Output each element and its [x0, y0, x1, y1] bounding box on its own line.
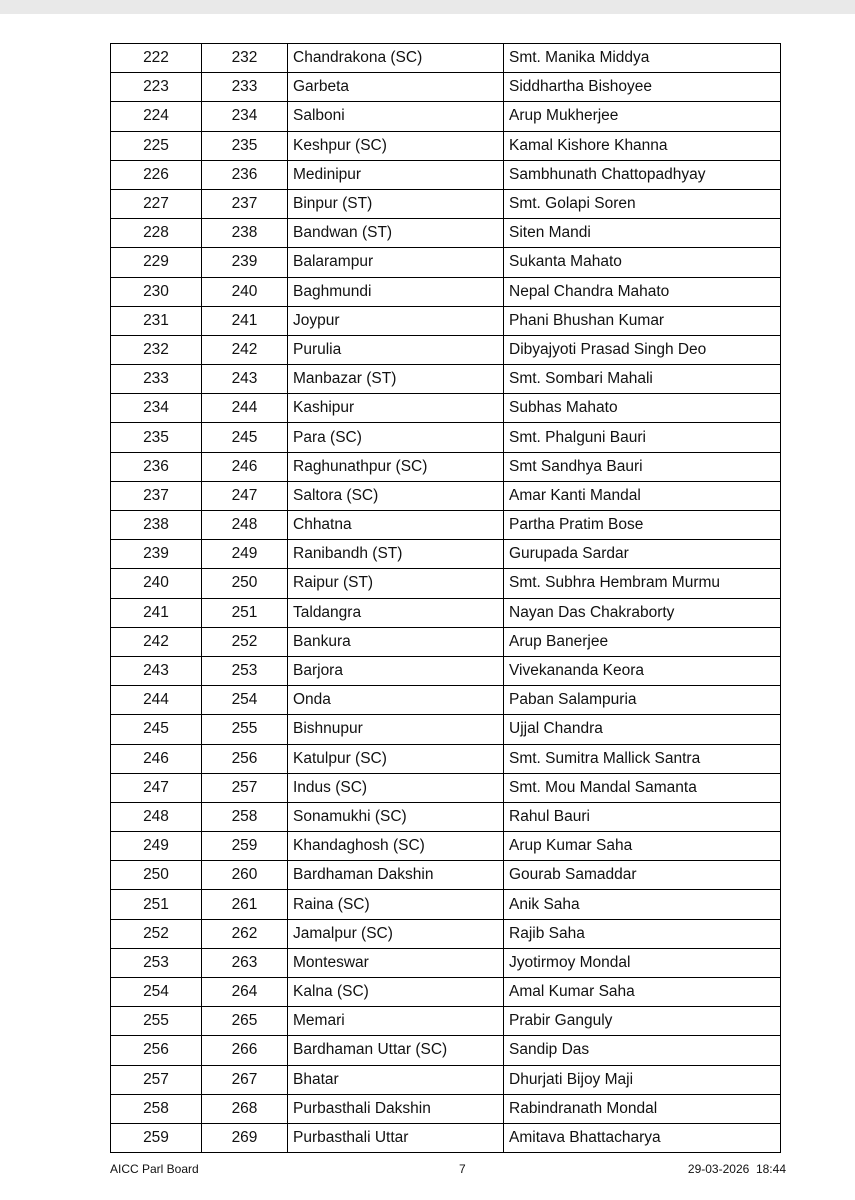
table-row [111, 394, 781, 423]
candidate-name-cell: Nepal Chandra Mahato [504, 277, 781, 306]
constituency-number-cell: 266 [202, 1036, 288, 1065]
constituency-number-cell: 263 [202, 948, 288, 977]
constituency-name-cell: Kalna (SC) [288, 978, 504, 1007]
serial-number-cell: 251 [111, 890, 202, 919]
candidate-name-cell: Partha Pratim Bose [504, 511, 781, 540]
constituency-number-cell: 243 [202, 365, 288, 394]
candidate-name-cell: Amal Kumar Saha [504, 978, 781, 1007]
table-row [111, 248, 781, 277]
candidate-table [110, 43, 781, 1153]
constituency-name-cell: Indus (SC) [288, 773, 504, 802]
table-row [111, 832, 781, 861]
constituency-name-cell: Raina (SC) [288, 890, 504, 919]
serial-number-cell: 250 [111, 861, 202, 890]
table-row [111, 511, 781, 540]
table-row [111, 160, 781, 189]
constituency-name-cell: Barjora [288, 656, 504, 685]
candidate-name-cell: Smt. Sombari Mahali [504, 365, 781, 394]
constituency-number-cell: 242 [202, 335, 288, 364]
constituency-number-cell: 267 [202, 1065, 288, 1094]
constituency-name-cell: Joypur [288, 306, 504, 335]
constituency-name-cell: Purulia [288, 335, 504, 364]
constituency-name-cell: Para (SC) [288, 423, 504, 452]
table-row [111, 861, 781, 890]
constituency-name-cell: Medinipur [288, 160, 504, 189]
serial-number-cell: 259 [111, 1123, 202, 1152]
table-row [111, 1036, 781, 1065]
table-row [111, 802, 781, 831]
table-row [111, 73, 781, 102]
constituency-number-cell: 232 [202, 44, 288, 73]
serial-number-cell: 224 [111, 102, 202, 131]
constituency-number-cell: 250 [202, 569, 288, 598]
candidate-name-cell: Kamal Kishore Khanna [504, 131, 781, 160]
table-row [111, 773, 781, 802]
constituency-name-cell: Chhatna [288, 511, 504, 540]
table-row [111, 686, 781, 715]
table-row [111, 1094, 781, 1123]
candidate-name-cell: Nayan Das Chakraborty [504, 598, 781, 627]
table-row [111, 598, 781, 627]
constituency-name-cell: Balarampur [288, 248, 504, 277]
constituency-number-cell: 238 [202, 219, 288, 248]
constituency-number-cell: 256 [202, 744, 288, 773]
candidate-name-cell: Smt. Mou Mandal Samanta [504, 773, 781, 802]
constituency-number-cell: 268 [202, 1094, 288, 1123]
candidate-name-cell: Smt. Manika Middya [504, 44, 781, 73]
constituency-number-cell: 237 [202, 189, 288, 218]
candidate-name-cell: Smt. Sumitra Mallick Santra [504, 744, 781, 773]
constituency-name-cell: Taldangra [288, 598, 504, 627]
table-row [111, 1065, 781, 1094]
constituency-name-cell: Ranibandh (ST) [288, 540, 504, 569]
constituency-name-cell: Bankura [288, 627, 504, 656]
constituency-number-cell: 258 [202, 802, 288, 831]
constituency-number-cell: 246 [202, 452, 288, 481]
candidate-name-cell: Anik Saha [504, 890, 781, 919]
serial-number-cell: 233 [111, 365, 202, 394]
serial-number-cell: 249 [111, 832, 202, 861]
candidate-name-cell: Sambhunath Chattopadhyay [504, 160, 781, 189]
serial-number-cell: 245 [111, 715, 202, 744]
serial-number-cell: 231 [111, 306, 202, 335]
serial-number-cell: 225 [111, 131, 202, 160]
serial-number-cell: 235 [111, 423, 202, 452]
page-footer [110, 1162, 786, 1180]
table-row [111, 44, 781, 73]
serial-number-cell: 230 [111, 277, 202, 306]
constituency-name-cell: Saltora (SC) [288, 481, 504, 510]
constituency-name-cell: Jamalpur (SC) [288, 919, 504, 948]
serial-number-cell: 229 [111, 248, 202, 277]
constituency-name-cell: Khandaghosh (SC) [288, 832, 504, 861]
candidate-table-body [111, 44, 781, 1153]
candidate-name-cell: Siddhartha Bishoyee [504, 73, 781, 102]
candidate-name-cell: Gourab Samaddar [504, 861, 781, 890]
candidate-name-cell: Amar Kanti Mandal [504, 481, 781, 510]
table-row [111, 365, 781, 394]
table-row [111, 744, 781, 773]
table-row [111, 627, 781, 656]
constituency-number-cell: 259 [202, 832, 288, 861]
candidate-name-cell: Rahul Bauri [504, 802, 781, 831]
candidate-name-cell: Phani Bhushan Kumar [504, 306, 781, 335]
constituency-name-cell: Binpur (ST) [288, 189, 504, 218]
serial-number-cell: 239 [111, 540, 202, 569]
footer-page-number: 7 [459, 1162, 466, 1176]
constituency-name-cell: Raghunathpur (SC) [288, 452, 504, 481]
constituency-name-cell: Salboni [288, 102, 504, 131]
constituency-name-cell: Sonamukhi (SC) [288, 802, 504, 831]
constituency-number-cell: 252 [202, 627, 288, 656]
table-row [111, 219, 781, 248]
footer-organization: AICC Parl Board [110, 1162, 199, 1176]
serial-number-cell: 257 [111, 1065, 202, 1094]
constituency-name-cell: Garbeta [288, 73, 504, 102]
candidate-name-cell: Sandip Das [504, 1036, 781, 1065]
constituency-number-cell: 255 [202, 715, 288, 744]
serial-number-cell: 226 [111, 160, 202, 189]
serial-number-cell: 244 [111, 686, 202, 715]
constituency-number-cell: 254 [202, 686, 288, 715]
candidate-name-cell: Subhas Mahato [504, 394, 781, 423]
constituency-number-cell: 239 [202, 248, 288, 277]
serial-number-cell: 253 [111, 948, 202, 977]
constituency-name-cell: Baghmundi [288, 277, 504, 306]
table-row [111, 1123, 781, 1152]
constituency-name-cell: Raipur (ST) [288, 569, 504, 598]
constituency-name-cell: Kashipur [288, 394, 504, 423]
footer-datetime: 29-03-2026 18:44 [687, 1162, 786, 1176]
table-row [111, 656, 781, 685]
constituency-number-cell: 249 [202, 540, 288, 569]
serial-number-cell: 238 [111, 511, 202, 540]
document-page [110, 43, 781, 1153]
constituency-number-cell: 265 [202, 1007, 288, 1036]
serial-number-cell: 236 [111, 452, 202, 481]
candidate-name-cell: Paban Salampuria [504, 686, 781, 715]
constituency-number-cell: 264 [202, 978, 288, 1007]
serial-number-cell: 248 [111, 802, 202, 831]
serial-number-cell: 232 [111, 335, 202, 364]
serial-number-cell: 243 [111, 656, 202, 685]
table-row [111, 131, 781, 160]
candidate-name-cell: Smt. Golapi Soren [504, 189, 781, 218]
candidate-name-cell: Amitava Bhattacharya [504, 1123, 781, 1152]
constituency-number-cell: 247 [202, 481, 288, 510]
constituency-number-cell: 235 [202, 131, 288, 160]
constituency-number-cell: 260 [202, 861, 288, 890]
constituency-name-cell: Chandrakona (SC) [288, 44, 504, 73]
candidate-name-cell: Rabindranath Mondal [504, 1094, 781, 1123]
candidate-name-cell: Siten Mandi [504, 219, 781, 248]
serial-number-cell: 222 [111, 44, 202, 73]
table-row [111, 102, 781, 131]
constituency-name-cell: Bandwan (ST) [288, 219, 504, 248]
constituency-number-cell: 245 [202, 423, 288, 452]
serial-number-cell: 254 [111, 978, 202, 1007]
serial-number-cell: 228 [111, 219, 202, 248]
constituency-name-cell: Manbazar (ST) [288, 365, 504, 394]
constituency-name-cell: Keshpur (SC) [288, 131, 504, 160]
candidate-name-cell: Vivekananda Keora [504, 656, 781, 685]
serial-number-cell: 242 [111, 627, 202, 656]
candidate-name-cell: Arup Mukherjee [504, 102, 781, 131]
candidate-name-cell: Sukanta Mahato [504, 248, 781, 277]
constituency-number-cell: 253 [202, 656, 288, 685]
serial-number-cell: 237 [111, 481, 202, 510]
serial-number-cell: 223 [111, 73, 202, 102]
candidate-name-cell: Dhurjati Bijoy Maji [504, 1065, 781, 1094]
constituency-name-cell: Purbasthali Dakshin [288, 1094, 504, 1123]
candidate-name-cell: Dibyajyoti Prasad Singh Deo [504, 335, 781, 364]
table-row [111, 569, 781, 598]
constituency-name-cell: Bardhaman Dakshin [288, 861, 504, 890]
serial-number-cell: 234 [111, 394, 202, 423]
candidate-name-cell: Gurupada Sardar [504, 540, 781, 569]
serial-number-cell: 258 [111, 1094, 202, 1123]
constituency-name-cell: Onda [288, 686, 504, 715]
table-row [111, 540, 781, 569]
table-row [111, 948, 781, 977]
candidate-name-cell: Smt. Subhra Hembram Murmu [504, 569, 781, 598]
constituency-number-cell: 240 [202, 277, 288, 306]
candidate-name-cell: Smt Sandhya Bauri [504, 452, 781, 481]
constituency-number-cell: 234 [202, 102, 288, 131]
table-row [111, 277, 781, 306]
serial-number-cell: 255 [111, 1007, 202, 1036]
serial-number-cell: 247 [111, 773, 202, 802]
constituency-name-cell: Bishnupur [288, 715, 504, 744]
serial-number-cell: 246 [111, 744, 202, 773]
serial-number-cell: 252 [111, 919, 202, 948]
constituency-number-cell: 236 [202, 160, 288, 189]
candidate-name-cell: Smt. Phalguni Bauri [504, 423, 781, 452]
constituency-number-cell: 269 [202, 1123, 288, 1152]
table-row [111, 978, 781, 1007]
table-row [111, 306, 781, 335]
table-row [111, 423, 781, 452]
table-row [111, 481, 781, 510]
table-row [111, 919, 781, 948]
constituency-number-cell: 248 [202, 511, 288, 540]
serial-number-cell: 241 [111, 598, 202, 627]
candidate-name-cell: Ujjal Chandra [504, 715, 781, 744]
candidate-name-cell: Arup Banerjee [504, 627, 781, 656]
constituency-name-cell: Katulpur (SC) [288, 744, 504, 773]
candidate-name-cell: Arup Kumar Saha [504, 832, 781, 861]
constituency-name-cell: Monteswar [288, 948, 504, 977]
constituency-number-cell: 257 [202, 773, 288, 802]
serial-number-cell: 256 [111, 1036, 202, 1065]
constituency-name-cell: Bhatar [288, 1065, 504, 1094]
constituency-name-cell: Memari [288, 1007, 504, 1036]
candidate-name-cell: Jyotirmoy Mondal [504, 948, 781, 977]
constituency-name-cell: Bardhaman Uttar (SC) [288, 1036, 504, 1065]
table-row [111, 1007, 781, 1036]
candidate-name-cell: Prabir Ganguly [504, 1007, 781, 1036]
constituency-number-cell: 262 [202, 919, 288, 948]
constituency-name-cell: Purbasthali Uttar [288, 1123, 504, 1152]
constituency-number-cell: 233 [202, 73, 288, 102]
constituency-number-cell: 251 [202, 598, 288, 627]
constituency-number-cell: 244 [202, 394, 288, 423]
top-edge-strip [0, 0, 855, 14]
table-row [111, 189, 781, 218]
serial-number-cell: 227 [111, 189, 202, 218]
table-row [111, 452, 781, 481]
serial-number-cell: 240 [111, 569, 202, 598]
table-row [111, 890, 781, 919]
constituency-number-cell: 241 [202, 306, 288, 335]
constituency-number-cell: 261 [202, 890, 288, 919]
table-row [111, 335, 781, 364]
candidate-name-cell: Rajib Saha [504, 919, 781, 948]
table-row [111, 715, 781, 744]
